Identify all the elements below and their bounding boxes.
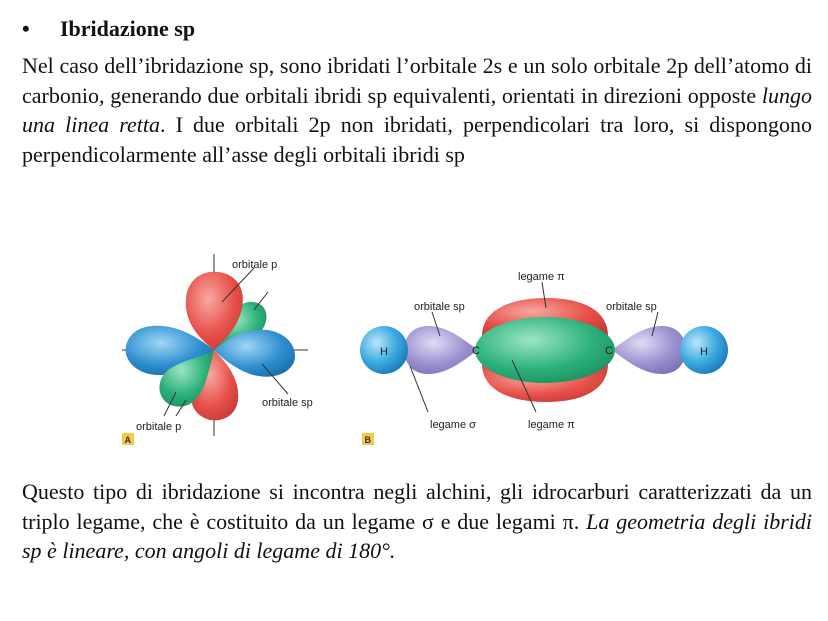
atom-h-left: H <box>380 346 388 358</box>
panel-b <box>360 271 728 445</box>
bullet: • <box>22 16 30 41</box>
heading-title: Ibridazione sp <box>60 16 196 41</box>
badge-a: A <box>124 435 131 445</box>
label-legame-pi-bottom: legame π <box>528 419 575 431</box>
atom-h-right: H <box>700 346 708 358</box>
label-orbitale-sp-a: orbitale sp <box>262 397 313 409</box>
sigma-bond <box>475 317 615 383</box>
label-legame-pi-top: legame π <box>518 271 565 283</box>
conclusion-text: Questo tipo di ibridazione si incontra negli alchini, gli idrocarburi caratterizzati da un triplo legame, che è costituito da un legame σ e due legami π. <box>22 479 812 534</box>
atom-c-left: C <box>472 345 480 357</box>
intro-text-1: Nel caso dell’ibridazione sp, sono ibridati l’orbitale 2s e un solo orbitale 2p dell’atomo di carbonio, generando due orbitali ibridi sp equivalenti, orientati in direzioni opposte <box>22 53 812 108</box>
atom-c-right: C <box>605 345 613 357</box>
conclusion-paragraph <box>22 477 812 566</box>
section-heading <box>22 16 195 42</box>
label-orbitale-sp-right: orbitale sp <box>606 301 657 313</box>
sp-orbital-right <box>612 326 686 374</box>
conclusion-italic: La geometria degli ibridi sp è lineare, con angoli di legame di 180°. <box>22 508 812 563</box>
label-orbitale-sp-left: orbitale sp <box>414 301 465 313</box>
label-legame-sigma: legame σ <box>430 419 476 431</box>
intro-italic: lungo una linea retta <box>22 82 812 137</box>
label-orbitale-p-top: orbitale p <box>232 259 278 271</box>
intro-paragraph <box>22 51 812 169</box>
badge-b: B <box>364 435 371 445</box>
sp-hybridization-figure <box>0 240 828 460</box>
sp-orbital-left <box>404 326 478 374</box>
intro-text-2: . I due orbitali 2p non ibridati, perpendicolari tra loro, si dispongono perpendicolarmente all’asse degli orbitali ibridi sp <box>22 112 812 167</box>
label-orbitale-p-bottom: orbitale p <box>136 421 182 433</box>
panel-a <box>122 254 313 445</box>
